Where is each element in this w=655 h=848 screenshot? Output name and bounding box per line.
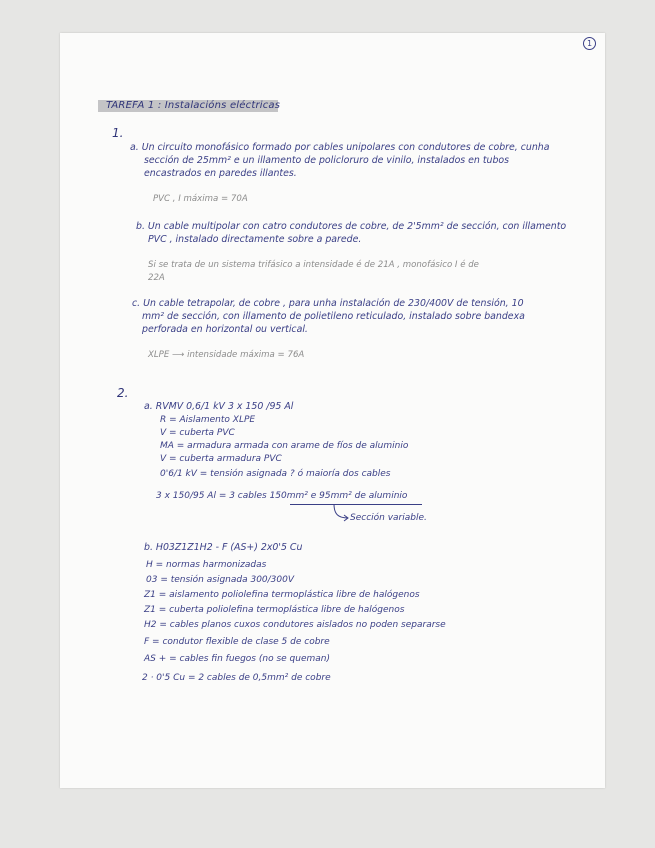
item-2b-line-5: H2 = cables planos cuxos condutores aislados no poden separarse (144, 620, 446, 630)
item-1b-line-2: PVC , instalado directamente sobre a parede. (148, 234, 362, 245)
item-2b-line-4: Z1 = cuberta poliolefina termoplástica libre de halógenos (144, 605, 405, 615)
item-1c-line-2: mm² de sección, con illamento de polietileno reticulado, instalado sobre bandexa (142, 311, 525, 322)
item-1a-line-2: sección de 25mm² e un illamento de policloruro de vinilo, instalados en tubos (144, 155, 510, 166)
item-2a-line-1: R = Aislamento XLPE (160, 415, 256, 425)
item-2b-line-6: F = condutor flexible de clase 5 de cobre (144, 637, 330, 647)
item-1a-line-1: a. Un circuito monofásico formado por cables unipolares con condutores de cobre, cunha (130, 142, 550, 153)
document-page (60, 33, 605, 788)
item-1b-answer-line-2: 22A (148, 273, 165, 283)
page-number: 1 (583, 37, 596, 50)
item-2a-arrow (332, 504, 352, 522)
item-1a-line-3: encastrados en paredes illantes. (144, 168, 297, 179)
item-2a-heading: a. RVMV 0,6/1 kV 3 x 150 /95 Al (144, 401, 294, 412)
item-2b-line-3: Z1 = aislamento poliolefina termoplástica libre de halógenos (144, 590, 420, 600)
page-title: TAREFA 1 : Instalacións eléctricas (106, 100, 281, 111)
item-1c-answer: XLPE ⟶ intensidade máxima = 76A (148, 350, 305, 360)
item-2a-underline (290, 504, 422, 505)
item-1b-line-1: b. Un cable multipolar con catro condutores de cobre, de 2'5mm² de sección, con illamento (136, 221, 567, 232)
section-1-number: 1. (112, 126, 124, 140)
item-2b-line-2: 03 = tensión asignada 300/300V (146, 575, 295, 585)
item-2b-line-1: H = normas harmonizadas (146, 560, 267, 570)
item-2a-line-3: MA = armadura armada con arame de fíos de aluminio (160, 441, 409, 451)
item-1a-answer: PVC , I máxima = 70A (153, 194, 248, 204)
item-2a-line-4: V = cuberta armadura PVC (160, 454, 282, 464)
item-1c-line-3: perforada en horizontal ou vertical. (142, 324, 308, 335)
item-2b-line-7: AS + = cables fin fuegos (no se queman) (144, 654, 330, 664)
item-2a-line-2: V = cuberta PVC (160, 428, 235, 438)
section-2-number: 2. (117, 386, 129, 400)
item-2a-note: Sección variable. (350, 513, 427, 523)
item-2a-line-5: 0'6/1 kV = tensión asignada ? ó maioría dos cables (160, 469, 391, 479)
item-2b-line-8: 2 · 0'5 Cu = 2 cables de 0,5mm² de cobre (142, 673, 331, 683)
item-2b-heading: b. H03Z1Z1H2 - F (AS+) 2x0'5 Cu (144, 542, 303, 553)
item-2a-line-6: 3 x 150/95 Al = 3 cables 150mm² e 95mm² de aluminio (156, 491, 408, 501)
item-1b-answer-line-1: Si se trata de un sistema trifásico a intensidade é de 21A , monofásico I é de (148, 260, 479, 270)
item-1c-line-1: c. Un cable tetrapolar, de cobre , para unha instalación de 230/400V de tensión, 10 (132, 298, 524, 309)
